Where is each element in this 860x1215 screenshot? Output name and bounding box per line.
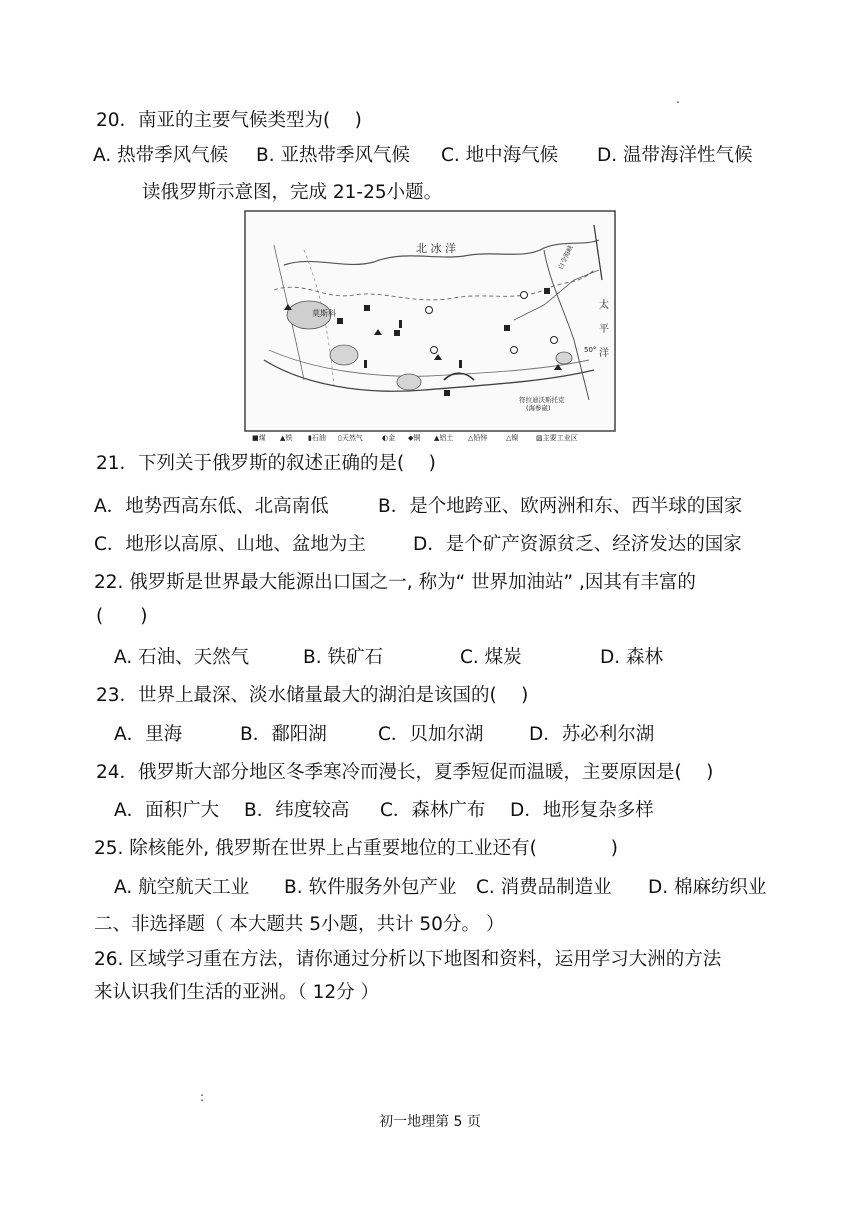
page-footer: 初一地理第 5 页 [379, 1114, 481, 1130]
legend-industrial: ▨主要工业区 [536, 434, 578, 442]
q24-stem: 24．俄罗斯大部分地区冬季寒冷而漫长，夏季短促而温暖，主要原因是( ) [96, 762, 714, 783]
legend-oil: ▮石油 [308, 434, 326, 442]
legend-coal: ■煤 [252, 434, 266, 442]
q20-stem: 20．南亚的主要气候类型为( ) [96, 110, 362, 131]
small-mark: : [200, 1090, 205, 1104]
q24-option-c: C．森林广布 [380, 800, 486, 821]
q21-option-c: C．地形以高原、山地、盆地为主 [94, 534, 366, 555]
q26-line-2: 来认识我们生活的亚洲。（ 12分 ） [94, 982, 380, 1003]
q22-option-d: D. 森林 [600, 647, 664, 668]
q23-option-b: B．鄱阳湖 [240, 724, 327, 745]
legend-copper: ◆铜 [408, 434, 421, 442]
map-intro: 读俄罗斯示意图，完成 21-25小题。 [142, 182, 443, 203]
legend-iron: ▲铁 [280, 434, 293, 442]
q25-option-b: B. 软件服务外包产业 [284, 877, 457, 898]
q25-option-c: C. 消费品制造业 [476, 877, 612, 898]
map-label-far-east: 符拉迪沃斯托克 [519, 396, 565, 404]
q21-option-d: D．是个矿产资源贫乏、经济发达的国家 [413, 534, 742, 555]
section-two-heading: 二、非选择题（ 本大题共 5小题，共计 50分。 ） [94, 914, 505, 935]
q21-option-a: A．地势西高东低、北高南低 [94, 496, 329, 517]
q24-option-a: A．面积广大 [114, 800, 220, 821]
q25-stem: 25. 除核能外, 俄罗斯在世界上占重要地位的工业还有( ) [94, 838, 619, 859]
q21-option-b: B．是个地跨亚、欧两洲和东、西半球的国家 [378, 496, 743, 517]
legend-gold: ◐金 [382, 434, 396, 442]
q23-option-c: C．贝加尔湖 [378, 724, 484, 745]
q23-option-d: D．苏必利尔湖 [529, 724, 655, 745]
q22-option-c: C. 煤炭 [460, 647, 522, 668]
legend-leadzinc: △铅锌 [468, 434, 488, 442]
q20-option-b: B. 亚热带季风气候 [256, 145, 410, 166]
q25-option-d: D. 棉麻纺织业 [648, 877, 767, 898]
map-label-strait: 白令海峡 [556, 243, 575, 271]
q22-option-a: A. 石油、天然气 [114, 647, 250, 668]
map-label-arctic: 北 冰 洋 [416, 242, 456, 255]
q22-stem: 22. 俄罗斯是世界最大能源出口国之一, 称为“ 世界加油站” ,因其有丰富的 [94, 572, 696, 593]
q24-option-b: B．纬度较高 [244, 800, 350, 821]
q20-option-d: D. 温带海洋性气候 [597, 145, 753, 166]
russia-map [244, 210, 616, 442]
q21-stem: 21．下列关于俄罗斯的叙述正确的是( ) [96, 453, 436, 474]
map-label-pacific-1: 太 [599, 300, 609, 311]
header-dot: . [676, 92, 680, 106]
q24-option-d: D．地形复杂多样 [510, 800, 654, 821]
legend-gas: ▯天然气 [338, 434, 363, 442]
legend-nickel: △镍 [506, 434, 519, 442]
q23-stem: 23．世界上最深、淡水储量最大的湖泊是该国的( ) [96, 685, 529, 706]
map-label-pacific-2: 平 [599, 324, 609, 335]
q20-option-c: C. 地中海气候 [441, 145, 559, 166]
map-label-lat: 50° [584, 346, 597, 354]
q25-option-a: A. 航空航天工业 [114, 877, 250, 898]
legend-bauxite: ▲铝土 [434, 434, 454, 442]
q22-stem-paren: ( ) [96, 606, 148, 627]
q22-option-b: B. 铁矿石 [303, 647, 383, 668]
q20-option-a: A. 热带季风气候 [93, 145, 229, 166]
map-label-pacific-3: 洋 [599, 348, 609, 359]
q26-line-1: 26. 区域学习重在方法，请你通过分析以下地图和资料，运用学习大洲的方法 [94, 949, 722, 970]
map-label-moscow: 莫斯科 [312, 309, 336, 318]
q23-option-a: A．里海 [114, 724, 183, 745]
map-label-far-east-2: (海参崴) [526, 404, 551, 412]
